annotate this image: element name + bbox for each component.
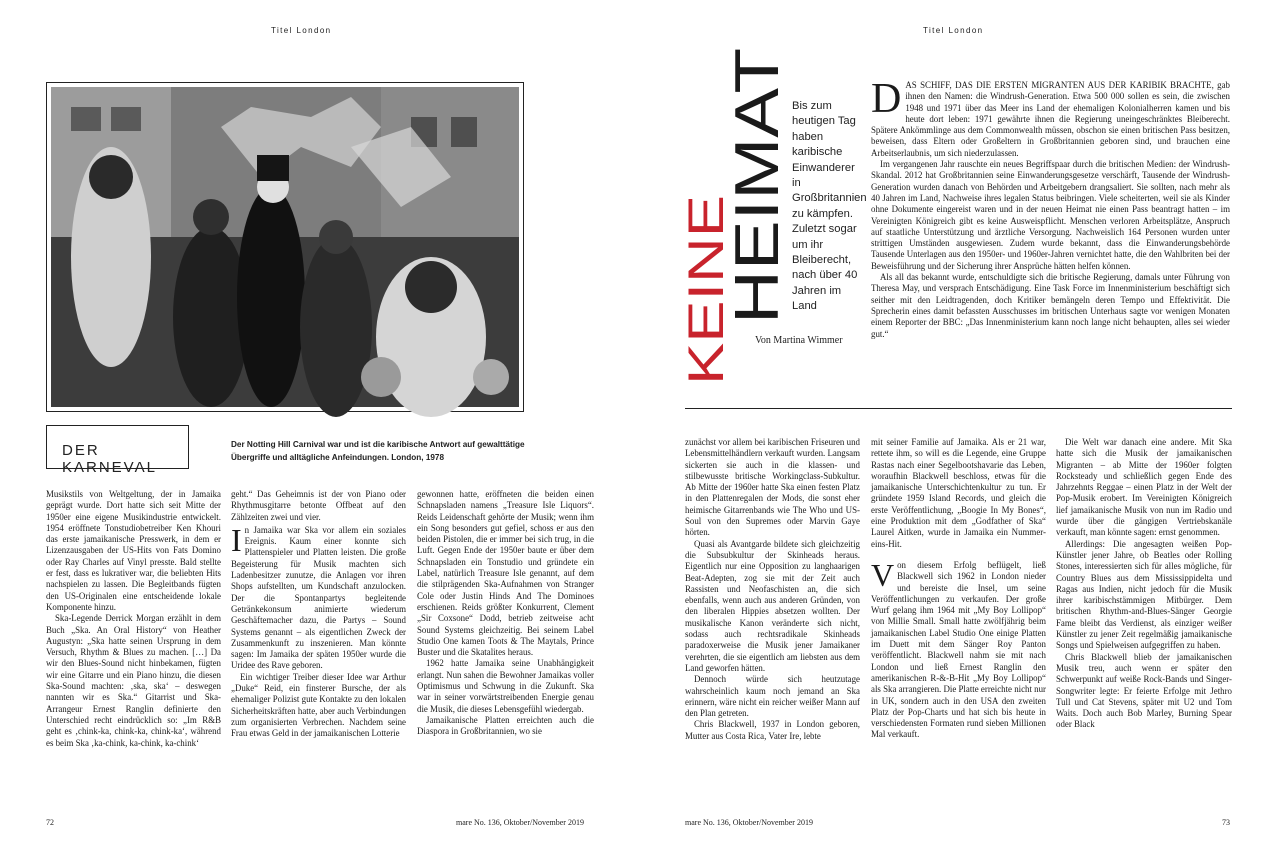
paragraph: Quasi als Avantgarde bildete sich gleichzeitig die Subsubkultur der Skinheads heraus. Eigentlich nur eine Opposition zu langhaarigen Beat-Adepten, zog sie mit der Zeit auch Rassisten und Neofaschisten an, die sich ebenfalls, wenn auch aus anderen Gründen, von den liberalen Hippies absetzen wollten. Der musikalische Kanon veränderte sich nicht, sodass auch rechtsradikale Skinheads paradoxerweise die Musik jener Jamaikaner verehrten, die sie eigentlich am liebsten aus dem Land geworfen hätten. — [685, 538, 860, 673]
paragraph: Chris Blackwell, 1937 in London geboren, Mutter aus Costa Rica, Vater Ire, lebte — [685, 719, 860, 741]
paragraph: AS SCHIFF, DAS DIE ERSTEN MIGRANTEN AUS DER KARIBIK BRACHTE, gab ihnen den Namen: die Windrush-Generation. Etwa 500 000 sollen es sein, die zwischen 1948 und 1971 über das Meer ins Land der ehemaligen Kolonialherren kamen und bis heute dort leben: 1971 gewährte ihnen die Regierung uneingeschränktes Bleiberecht. Spätere Ankömmlinge aus dem Commonwealth müssen, obschon sie einen britischen Pass besitzen, beweisen, dass Eltern oder Großeltern in Großbritannien geboren sind, und brauchen eine Arbeitserlaubnis, um sich niederzulassen. — [871, 80, 1230, 158]
running-header-right: Titel London — [923, 26, 984, 35]
issue-info-left: mare No. 136, Oktober/November 2019 — [456, 818, 584, 827]
column-6 — [1056, 437, 1232, 731]
lead-text — [871, 76, 1230, 340]
paragraph: Im vergangenen Jahr rauschte ein neues Begriffspaar durch die britischen Medien: der Windrush-Skandal. 2012 hat Großbritannien seine Einwanderungsgesetze verschärft, Tausende der Windrush-Generation wurden danach von Behörden und Arbeitgebern drangsaliert. Sie sollten, nach mehr als 40 Jahren im Land, Nachweise ihres legalen Status beibringen. Viele scheiterten, weil sie als Kinder ohne Dokumente eingereist waren und in der neuen Heimat nie einen Pass beantragt hatten – im Vereinigten Königreich gibt es keine Ausweispflicht. Menschen verloren Arbeitsplätze, Anspruch auf staatliche Unterstützung und ärztliche Versorgung. Nachweislich 164 Personen wurden unter strittigen Umständen ausgewiesen. Zudem wurde bekannt, dass die Einwanderungsbehörde Tausende Unterlagen aus den 1950er- und 1960er-Jahren vernichtet hatte, die den Wahlbriten bei der Beweisführung und der Sicherung ihrer Ansprüche hätten helfen können. — [871, 159, 1230, 271]
drop-cap: V — [871, 556, 895, 593]
drop-cap: I — [231, 521, 242, 558]
paragraph: Ska-Legende Derrick Morgan erzählt in dem Buch „Ska. An Oral History“ von Heather Augustyn: „Ska hatte seinen Ursprung in dem Versuch, Rhythm & Blues zu machen. […] Da wir den Blues-Sound nicht hinbekamen, fügten wir eine Gitarre und ein Piano hinzu, die diesen Ska-Sound machten: ‚ska, ska‘ – deswegen nannten wir es Ska.“ Gitarrist und Ska-Arrangeur Ernest Ranglin definierte den Unterschied recht eindrücklich so: „Im R&B geht es ‚chink-ka, chink-ka, chink-ka‘, während es beim Ska ‚ka-chink, ka-chink, ka-chink‘ — [46, 613, 221, 748]
paragraph: geht.“ Das Geheimnis ist der von Piano oder Rhythmusgitarre betonte Offbeat auf den Zählzeiten zwei und vier. — [231, 489, 406, 522]
section-heading-karneval: DER KARNEVAL — [46, 425, 189, 469]
deck-text: Bis zum heutigen Tag haben karibische Einwanderer in Großbritannien zu kämpfen. Zuletzt sogar um ihr Bleiberecht, nach über 40 Jahren im Land — [792, 100, 867, 313]
carnival-photo — [46, 82, 524, 412]
column-1 — [46, 489, 221, 749]
title-heimat — [723, 48, 792, 324]
paragraph: on diesem Erfolg beflügelt, ließ Blackwell sich 1962 in London nieder und bereiste die Insel, um seine Veröffentlichungen zu verkaufen. Der große Wurf gelang ihm 1964 mit „My Boy Lollipop“ von Millie Small. Small hatte zwölfjährig beim jamaikanischen Label Studio One einige Platten im Duett mit dem Sänger Roy Panton veröffentlicht. Blackwell nahm sie mit nach London und ließ Ernest Ranglin den amerikanischen R-&-B-Hit „My Boy Lollipop“ als Ska arrangieren. Die Platte erreichte nicht nur in UK, sondern auch in den USA den zweiten Platz der Pop-Charts und hat sich bis heute in verschiedensten Formaten rund sieben Millionen Mal verkauft. — [871, 559, 1046, 740]
paragraph: gewonnen hatte, eröffneten die beiden einen Schnapsladen namens „Treasure Isle Liquors“. Reids Leidenschaft gehörte der Musik; wenn ihm ein Song besonders gut gefiel, schoss er aus den beiden Pistolen, die er immer bei sich trug, in die Luft. Gegen Ende der 1950er baute er über dem Schnapsladen ein Tonstudio und gründete ein Label, natürlich Treasure Isle genannt, auf dem die stilprägenden Ska-Aufnahmen von Stranger Cole oder Justin Hinds And The Dominoes erschienen. Reids größter Konkurrent, Clement „Sir Coxsone“ Dodd, betrieb zeitweise acht Sound Systems gleichzeitig. Bei seinem Label Studio One kamen Toots & The Maytals, Prince Buster und die Skatalites heraus. — [417, 489, 594, 658]
carnival-photo-icon — [51, 87, 519, 407]
column-4 — [685, 437, 860, 742]
column-5 — [871, 437, 1046, 741]
paragraph: Die Welt war danach eine andere. Mit Ska hatte sich die Musik der jamaikanischen Migranten – ab Mitte der 1960er folgten Rocksteady und schließlich gegen Ende des Jahrzehnts Reggae – einen Platz in der Welt der Pop-Musik erobert. Im Vereinigten Königreich lief jamaikanische Musik von nun im Radio und wurde über die gängigen Vertriebskanäle verkauft, man könnte sagen: ernst genommen. — [1056, 437, 1232, 538]
title-heimat-text: HEIMAT — [723, 94, 792, 324]
issue-info-right: mare No. 136, Oktober/November 2019 — [685, 818, 813, 827]
page-number-right: 73 — [1222, 818, 1230, 827]
running-header-left: Titel London — [271, 26, 332, 35]
paragraph: 1962 hatte Jamaika seine Unabhängigkeit erlangt. Nun sahen die Bewohner Jamaikas voller Optimismus und Schwung in die Zukunft. Ska war in seiner vorwärtstreibenden Energie genau die Musik, die dieses Lebensgefühl wiedergab. — [417, 658, 594, 714]
paragraph: Dennoch würde sich heutzutage wahrscheinlich kaum noch jemand an Ska erinnern, wäre nicht ein reicher weißer Mann auf den Plan getreten. — [685, 674, 860, 719]
photo-caption: Der Notting Hill Carnival war und ist die karibische Antwort auf gewalttätige Übergriffe und alltägliche Anfeindungen. London, 1978 — [231, 440, 525, 462]
column-2 — [231, 489, 406, 740]
title-keine-text: KEINE — [678, 234, 734, 385]
drop-cap: D — [871, 76, 902, 122]
paragraph: Musikstils von Weltgeltung, der in Jamaika geprägt wurde. Dort hatte sich seit Mitte der 1950er eine eigene Musikindustrie entwickelt. 1954 eröffnete Tonstudiobetreiber Ken Khouri das erste jamaikanische Presswerk, in dem er Lizenzausgaben der US-Hits von Fats Domino oder Ray Charles auf Vinyl presste. Bald stellte er fest, dass es lukrativer war, die beliebten Hits nachspielen zu lassen. Die Begleitbands fügten den US-Originalen eine entscheidende lokale Komponente hinzu. — [46, 489, 221, 612]
divider — [685, 408, 1232, 409]
paragraph: Allerdings: Die angesagten weißen Pop-Künstler jener Jahre, ob Beatles oder Rolling Stones, interessierten sich für alles mögliche, für Country Blues aus dem Mississippidelta und Ragas aus Indien, nicht jedoch für die Musik ihrer karibischstämmigen Mitbürger. Dem britischen Rhythm-and-Blues-Sänger Georgie Fame bleibt das Verdienst, als einziger weißer Künstler zu jener Zeit regelmäßig jamaikanische Songs und Spielweisen aufgegriffen zu haben. — [1056, 538, 1232, 651]
paragraph: n Jamaika war Ska vor allem ein soziales Ereignis. Kaum einer konnte sich Plattenspieler und Platten leisten. Die große Begeisterung für Musik machten sich Ladenbesitzer zunutze, die Anlagen vor ihren Shops aufstellten, um Kundschaft anzulocken. Der die Spontanpartys begleitende Getränkekonsum animierte wiederum Geschäftemacher dazu, die Partys – Sound Systems genannt – als eigentlichen Zweck der Zusammenkunft zu inszenieren. Man könnte sagen: Im Jamaika der späten 1950er wurde die Uridee des Rave geboren. — [231, 524, 406, 671]
author-byline: Von Martina Wimmer — [755, 335, 843, 346]
paragraph: Ein wichtiger Treiber dieser Idee war Arthur „Duke“ Reid, ein finsterer Bursche, der als ehemaliger Polizist gute Kontakte zu den lokalen Sicherheitskräften hatte, aber auch Verbindungen zum organisierten Verbrechen. Nachdem seine Frau etwas Geld in der jamaikanischen Lotterie — [231, 671, 406, 739]
paragraph: Jamaikanische Platten erreichten auch die Diaspora in Großbritannien, wo sie — [417, 714, 594, 737]
paragraph: zunächst vor allem bei karibischen Friseuren und Lebensmittelhändlern verkauft wurden. Langsam sickerten sie auch in die klassen- und stilbewusste britische Workingclass-Subkultur. Ab Mitte der 1960er hatte Ska einen festen Platz in den Plattenregalen der Mods, die sonst eher heimische Gitarrenbands wie The Who und US-Soul von den Supremes oder Marvin Gaye hörten. — [685, 437, 860, 538]
column-3 — [417, 489, 594, 738]
paragraph: mit seiner Familie auf Jamaika. Als er 21 war, rettete ihm, so will es die Legende, eine Gruppe Rastas nach einer Segelbootshavarie das Leben, woraufhin Blackwell beschloss, etwas für die jamaikanische Unterschichtenkultur zu tun. Er gründete 1959 Island Records, und gleich die erste Veröffentlichung, „Boogie In My Bones“, eine Produktion mit dem „Godfather of Ska“ Laurel Aitken, wurde in Jamaika ein Nummer-eins-Hit. — [871, 437, 1046, 549]
paragraph: Chris Blackwell blieb der jamaikanischen Musik treu, auch wenn er später den Schwerpunkt auf weiße Rock-Bands und Singer-Songwriter legte: Er feierte Erfolge mit Jethro Tull und Cat Stevens, später mit U2 und Tom Waits. Doch auch Bob Marley, Burning Spear oder Black — [1056, 651, 1232, 730]
paragraph: Als all das bekannt wurde, entschuldigte sich die britische Regierung, damals unter Führung von Theresa May, und versprach Entschädigung. Eine Task Force im Innenministerium beschäftigt sich seither mit den Leidtragenden, doch Kritiker bemängeln deren Tempo und Effektivität. Die Sprecherin eines damit befassten Ausschusses im britischen Unterhaus sagte vor wenigen Monaten einem Reporter der BBC: „Das Innenministerium kann noch lange nicht behaupten, alles sei wieder gut.“ — [871, 272, 1230, 339]
page-number-left: 72 — [46, 818, 54, 827]
